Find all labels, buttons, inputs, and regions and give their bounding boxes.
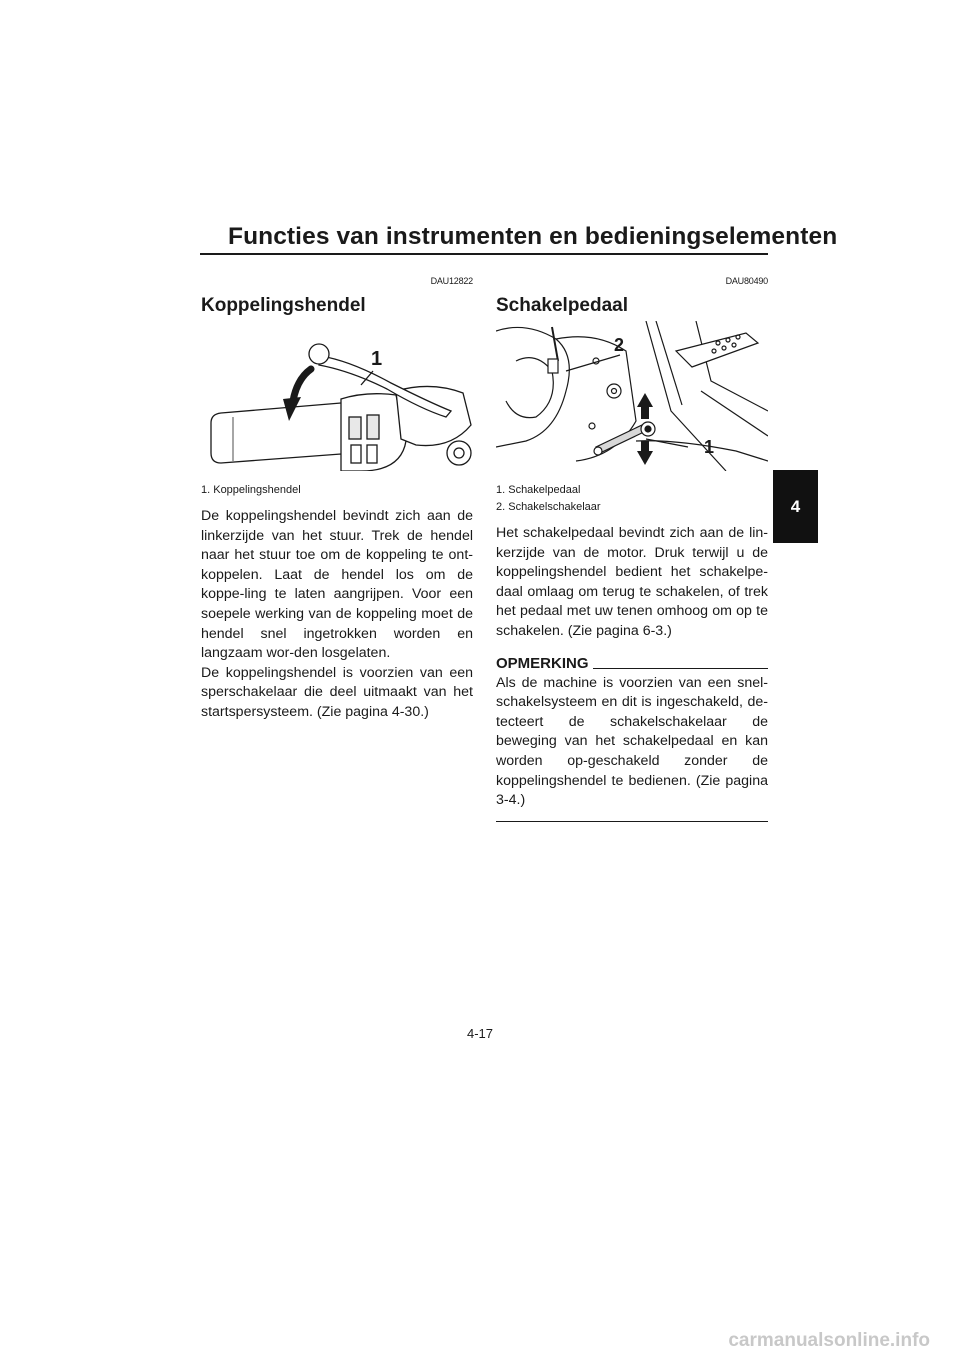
caption-item: 1. Schakelpedaal	[496, 484, 581, 496]
watermark: carmanualsonline.info	[728, 1330, 930, 1351]
note-text: Als de machine is voorzien van een snel-schakelsysteem en dit is ingeschakeld, de-tecteert de schakelschakelaar de beweging van het schakelpedaal en kan worden op-geschakeld zonder de koppelingshendel te bedienen. (Zie pagina 3-4.)	[496, 674, 768, 809]
figure-callout-2: 2	[614, 335, 625, 355]
section-body	[201, 507, 473, 723]
note-heading	[496, 650, 768, 672]
paragraph: Het schakelpedaal bevindt zich aan de lin-kerzijde van de motor. Druk terwijl u de koppelingshendel bedient het schakelpe-daal omlaag om terug te schakelen, of trek het pedaal met uw tenen omhoog om op te schakelen. (Zie pagina 6-3.)	[496, 525, 768, 639]
shift-pedal-illustration	[496, 321, 768, 471]
paragraph: De koppelingshendel is voorzien van een sperschakelaar die deel uitmaakt van het startspersysteem. (Zie pagina 4-30.)	[201, 664, 473, 720]
left-column	[201, 275, 473, 723]
section-title-shift-pedal: Schakelpedaal	[496, 295, 629, 316]
page-number: 4-17	[466, 1026, 494, 1041]
header-rule	[200, 253, 768, 255]
figure-captions	[201, 482, 473, 499]
caption-item: 2. Schakelschakelaar	[496, 501, 601, 513]
paragraph: De koppelingshendel bevindt zich aan de linkerzijde van het stuur. Trek de hendel naar het stuur toe om de koppeling te ont-koppelen. Laat de hendel los om de koppe-ling te laten aangrijpen. Voor een soepele werking van de koppeling moet de hendel snel ingetrokken worden en langzaam wor-den losgelaten.	[201, 508, 473, 662]
section-code: DAU12822	[430, 276, 473, 286]
section-code: DAU80490	[725, 276, 768, 286]
figure-captions	[496, 482, 768, 516]
shift-pedal-drawing	[496, 321, 768, 471]
right-column	[496, 275, 768, 822]
caption-item: 1. Koppelingshendel	[201, 484, 301, 496]
page-header-title: Functies van instrumenten en bedieningselementen	[228, 223, 838, 250]
section-body	[496, 524, 768, 642]
note-heading-rule	[593, 668, 768, 669]
figure-callout-1: 1	[371, 348, 383, 370]
chapter-tab: 4	[773, 470, 818, 543]
note-end-rule	[496, 821, 768, 822]
note-heading-label: OPMERKING	[496, 654, 589, 672]
figure-callout-1: 1	[704, 437, 715, 457]
clutch-lever-illustration	[201, 321, 473, 471]
clutch-lever-drawing	[201, 321, 473, 471]
section-title-clutch-lever: Koppelingshendel	[201, 295, 366, 316]
